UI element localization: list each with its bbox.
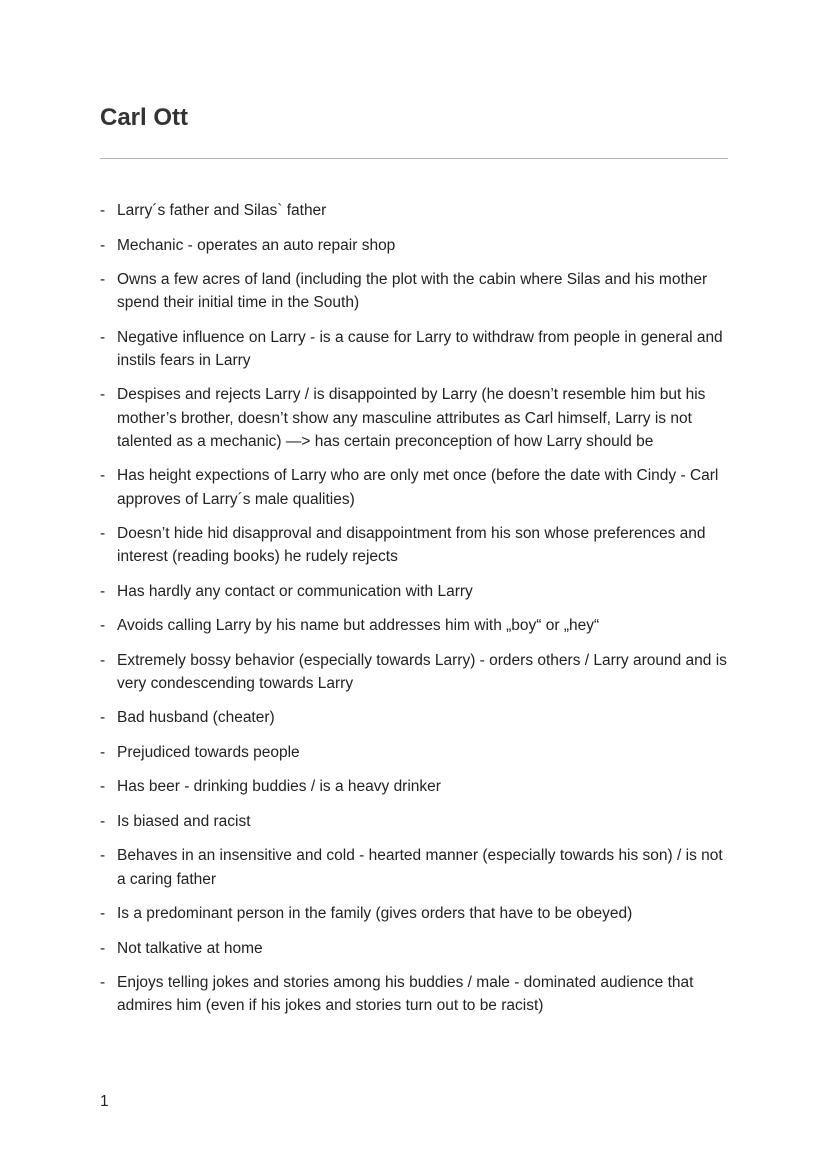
bullet-marker: - [100, 974, 106, 992]
list-item-text: Bad husband (cheater) [117, 709, 275, 727]
list-item [100, 902, 730, 925]
bullet-marker: - [100, 582, 106, 600]
bullet-marker: - [100, 812, 106, 830]
list-item-text: Doesn’t hide hid disapproval and disappointment from his son whose preferences and interest (reading books) he rudely rejects [117, 525, 706, 566]
list-item-text: Has hardly any contact or communication with Larry [117, 582, 473, 600]
list-item [100, 937, 730, 960]
page-number: 1 [100, 1093, 109, 1110]
bullet-marker: - [100, 778, 106, 796]
bullet-marker: - [100, 467, 106, 485]
bullet-marker: - [100, 525, 106, 543]
list-item-text: Larry´s father and Silas` father [117, 202, 327, 219]
list-item [100, 971, 730, 1017]
list-item [100, 234, 730, 257]
list-item [100, 580, 730, 603]
bullet-marker: - [100, 743, 106, 761]
list-item [100, 522, 730, 568]
bullet-marker: - [100, 236, 106, 254]
list-item [100, 775, 730, 798]
list-item-text: Mechanic - operates an auto repair shop [117, 236, 396, 254]
list-item [100, 614, 730, 637]
list-item-text: Despises and rejects Larry / is disappointed by Larry (he doesn’t resemble him but his mother’s brother, doesn’t show any masculine attributes as Carl himself, Larry is not talented as a mechanic) —> has certain preconception of how Larry should be [117, 386, 706, 450]
bullet-marker: - [100, 271, 106, 288]
bullet-marker: - [100, 939, 106, 957]
bullet-marker: - [100, 847, 106, 865]
list-item-text: Negative influence on Larry - is a cause for Larry to withdraw from people in general and instils fears in Larry [117, 328, 723, 369]
list-item-text: Is biased and racist [117, 812, 251, 830]
list-item-text: Prejudiced towards people [117, 743, 300, 761]
bullet-list [100, 199, 730, 1029]
page-title: Carl Ott [100, 104, 189, 131]
bullet-marker: - [100, 709, 106, 727]
list-item [100, 741, 730, 764]
list-item-text: Has beer - drinking buddies / is a heavy drinker [117, 778, 441, 796]
list-item-text: Owns a few acres of land (including the plot with the cabin where Silas and his mother spend their initial time in the South) [117, 271, 708, 312]
title-divider [100, 158, 728, 159]
list-item-text: Not talkative at home [117, 939, 263, 957]
list-item-text: Avoids calling Larry by his name but addresses him with „boy“ or „hey“ [117, 617, 600, 635]
bullet-marker: - [100, 386, 106, 404]
list-item [100, 706, 730, 729]
list-item [100, 326, 730, 372]
bullet-marker: - [100, 905, 106, 923]
list-item-text: Behaves in an insensitive and cold - hearted manner (especially towards his son) / is not a caring father [117, 847, 723, 888]
list-item-text: Has height expections of Larry who are only met once (before the date with Cindy - Carl approves of Larry´s male qualities) [117, 467, 719, 508]
list-item-text: Extremely bossy behavior (especially towards Larry) - orders others / Larry around and is very condescending towards Larry [117, 651, 727, 692]
list-item-text: Is a predominant person in the family (gives orders that have to be obeyed) [117, 905, 633, 923]
list-item [100, 383, 730, 453]
bullet-marker: - [100, 651, 106, 669]
list-item [100, 268, 730, 314]
list-item [100, 649, 730, 695]
bullet-marker: - [100, 617, 106, 635]
list-item-text: Enjoys telling jokes and stories among his buddies / male - dominated audience that admires him (even if his jokes and stories turn out to be racist) [117, 974, 694, 1015]
bullet-marker: - [100, 328, 106, 346]
list-item [100, 810, 730, 833]
list-item [100, 844, 730, 890]
bullet-marker: - [100, 202, 106, 219]
list-item [100, 464, 730, 510]
list-item [100, 199, 730, 222]
